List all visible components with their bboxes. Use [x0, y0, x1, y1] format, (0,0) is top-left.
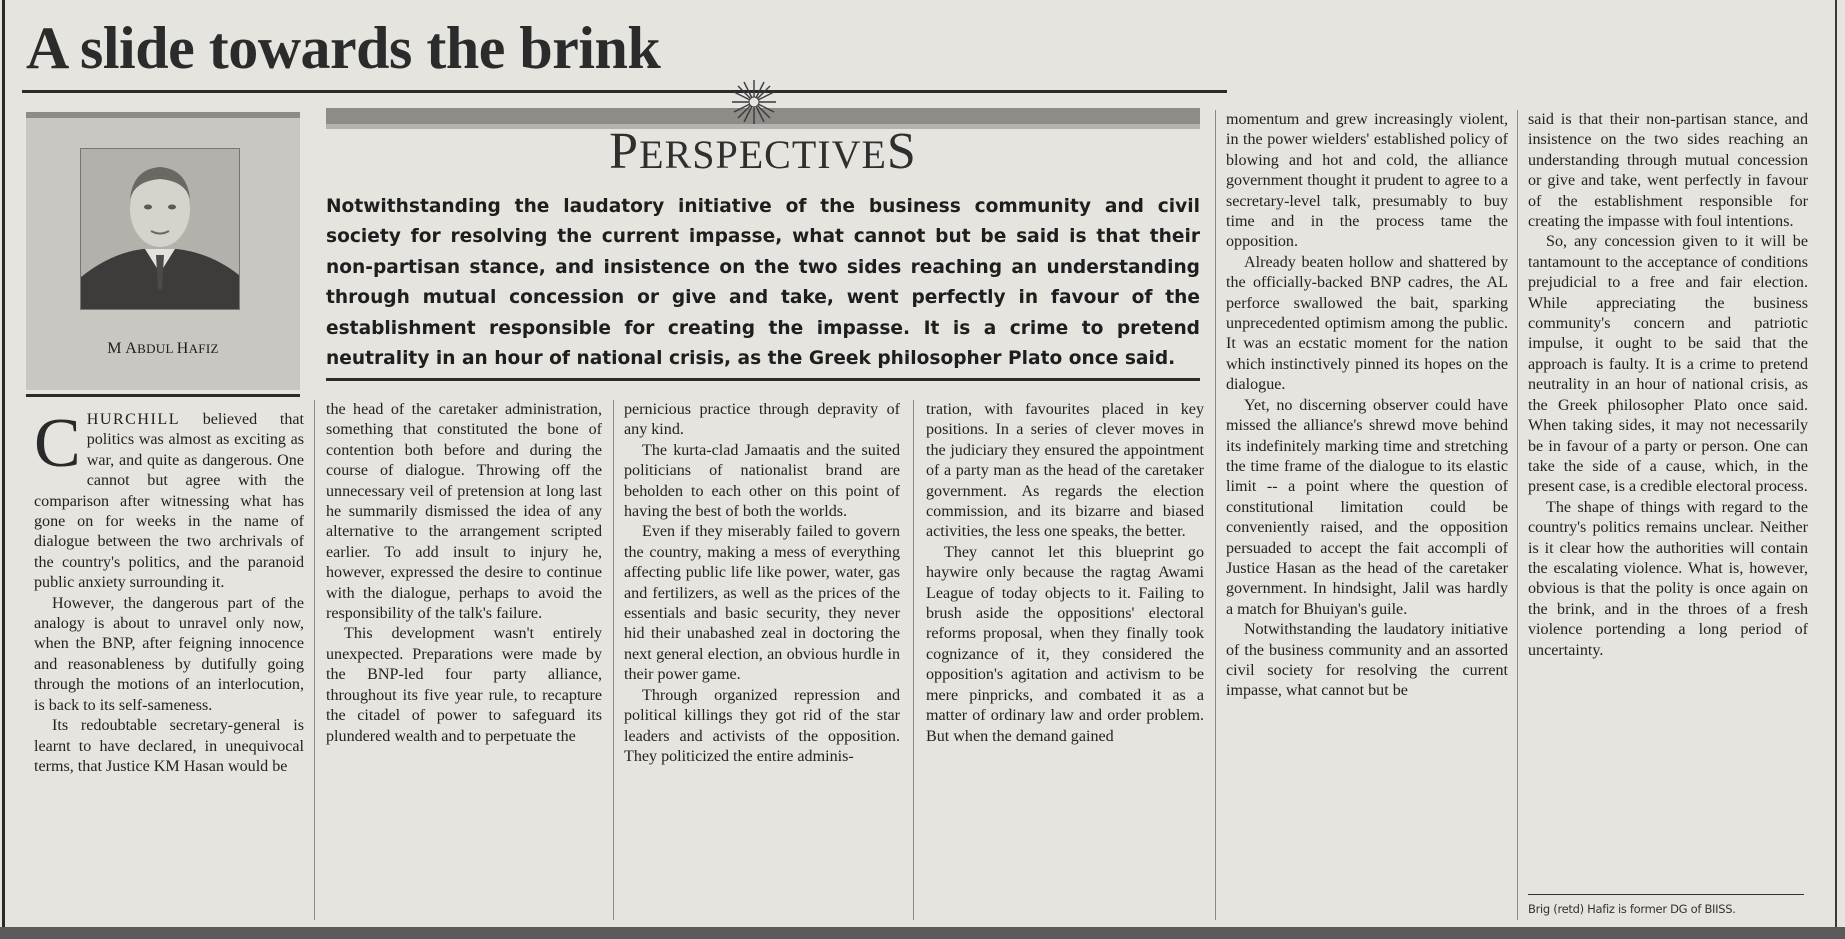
article-column-6: [1528, 110, 1808, 661]
paragraph: Already beaten hollow and shattered by the officially-backed BNP cadres, the AL perforce swallowed the bait, sparking unprecedented optimism among the public. It was an ecstatic moment for the nation which instinctively pinned its hopes on the dialogue.: [1226, 253, 1508, 394]
starburst-icon: [732, 80, 776, 124]
paragraph: Yet, no discerning observer could have missed the alliance's shrewd move behind its indefinitely marking time and stretching the time frame of the dialogue to its elastic limit -- a point where the question of constitutional limitation could be conveniently raised, and the opposition persuaded to accept the fait accompli of Justice Hasan as the head of the caretaker government. In hindsight, Jalil was hardly a match for Bhuiyan's guile.: [1226, 396, 1508, 618]
column-rule: [314, 400, 315, 920]
paragraph: Through organized repression and political killings they got rid of the star leaders and activists of the opposition. They politicized the entire adminis-: [624, 686, 900, 765]
paragraph: momentum and grew increasingly violent, in the power wielders' established policy of blowing and hot and cold, the alliance government thought it prudent to agree to a secretary-level talk, presumably to buy time and in the process tame the opposition.: [1226, 111, 1508, 251]
paragraph: The kurta-clad Jamaatis and the suited politicians of nationalist brand are beholden to each other on this point of having the best of both the worlds.: [624, 441, 900, 521]
author-portrait-icon: [81, 149, 239, 309]
paragraph: The shape of things with regard to the country's politics remains unclear. Neither is it clear how the authorities will contain the escalating violence. What is, however, obvious is that the polity is once again on the brink, and in the throes of a fresh violence portending a long period of uncertainty.: [1528, 498, 1808, 659]
column-rule: [1215, 110, 1216, 920]
column-rule: [1517, 110, 1518, 920]
article-column-1: [34, 405, 304, 777]
page-edge-left: [2, 0, 5, 939]
paragraph: Even if they miserably failed to govern the country, making a mess of everything affecting public life like power, water, gas and fertilizers, as well as the prices of the essentials and basic security, they never hid their unabashed zeal in doctoring the next general election, an obvious hurdle in their power game.: [624, 523, 900, 684]
column-rule: [913, 400, 914, 920]
section-title: PERSPECTIVES: [609, 123, 917, 180]
paragraph: tration, with favourites placed in key positions. In a series of clever moves in the judiciary they ensured the appointment of a party man as the head of the caretaker government. As regards the election commission, and its bizarre and biased activities, the less one speaks, the better.: [926, 401, 1204, 541]
article-column-5: [1226, 110, 1508, 702]
summary-blurb: Notwithstanding the laudatory initiative of the business community and civil society for resolving the current impasse, what cannot but be said is that their non-partisan stance, and insistence on the two sides reaching an understanding through mutual concession or give and take, went perfectly in favour of the establishment responsible for creating the impasse. It is a crime to pretend neutrality in an hour of national crisis, as the Greek philosopher Plato once said.: [326, 196, 1200, 370]
article-column-2: [326, 400, 602, 747]
paragraph: They cannot let this blueprint go haywire only because the ragtag Awami League of today objects to it. Failing to brush aside the oppositions' electoral reforms proposal, when they finally took cognizance of it, they considered the opposition's agitation and activism to be mere pinpricks, and combated it as a matter of ordinary law and order problem. But when the demand gained: [926, 543, 1204, 745]
author-credit: Brig (retd) Hafiz is former DG of BIISS.: [1528, 902, 1736, 916]
paragraph: pernicious practice through depravity of any kind.: [624, 401, 900, 439]
paragraph: However, the dangerous part of the analogy is about to unravel only now, when the BNP, after feigning innocence and reasonableness by dutifully going through the motions of an interlocution, is back to its self-sameness.: [34, 594, 304, 714]
article-column-4: [926, 400, 1204, 747]
paragraph: Notwithstanding the laudatory initiative of the business community and an assorted civil society for resolving the current impasse, what cannot but be: [1226, 621, 1508, 700]
page-bottom-bar: [0, 927, 1845, 939]
summary-rule: [326, 378, 1200, 381]
column-rule: [613, 400, 614, 920]
paragraph: This development wasn't entirely unexpected. Preparations were made by the BNP-led four party alliance, throughout its five year rule, to recapture the citadel of power to safeguard its plundered wealth and to perpetuate the: [326, 625, 602, 745]
author-photo: [80, 148, 240, 310]
author-name: M ABDUL HAFIZ: [107, 340, 219, 357]
paragraph: CHURCHILL believed that politics was almost as exciting as war, and quite as dangerous. One cannot but agree with the comparison after witnessing what has gone on for weeks in the name of dialogue between the two archrivals of the country's politics, and the paranoid public anxiety surrounding it.: [34, 405, 304, 592]
page-edge-right: [1835, 0, 1837, 939]
paragraph: Its redoubtable secretary-general is learnt to have declared, in unequivocal terms, that Justice KM Hasan would be: [34, 717, 304, 775]
byline-topbar: [26, 112, 300, 118]
article-column-3: [624, 400, 900, 767]
drop-cap: C: [34, 405, 81, 482]
paragraph: So, any concession given to it will be tantamount to the acceptance of conditions prejudicial to a free and fair election. While appreciating the business community's concern and patriotic impulse, it ought to be said that the approach is faulty. It is a crime to pretend neutrality in an hour of national crisis, as the Greek philosopher Plato once said. When taking sides, it may not necessarily be in favour of a party or person. One can take the side of a cause, which, in the present case, is a credible electoral process.: [1528, 233, 1808, 496]
byline-underline: [26, 394, 300, 397]
headline: A slide towards the brink: [26, 15, 661, 81]
headline-rule: [22, 90, 1227, 93]
credit-rule: [1528, 894, 1804, 895]
byline-box: [26, 112, 300, 390]
paragraph: said is that their non-partisan stance, and insistence on the two sides reaching an understanding through mutual concession or give and take, went perfectly in favour of the establishment responsible for creating the impasse with foul intentions.: [1528, 111, 1808, 231]
paragraph: the head of the caretaker administration, something that constituted the bone of contention both before and during the course of dialogue. Throwing off the unnecessary veil of pretension at long last he summarily dismissed the idea of any alternative to the arrangement scripted earlier. To add insult to injury he, however, expressed the desire to continue with the dialogue, perhaps to avoid the responsibility of the talk's failure.: [326, 401, 602, 623]
lead-word: HURCHILL: [86, 411, 181, 428]
